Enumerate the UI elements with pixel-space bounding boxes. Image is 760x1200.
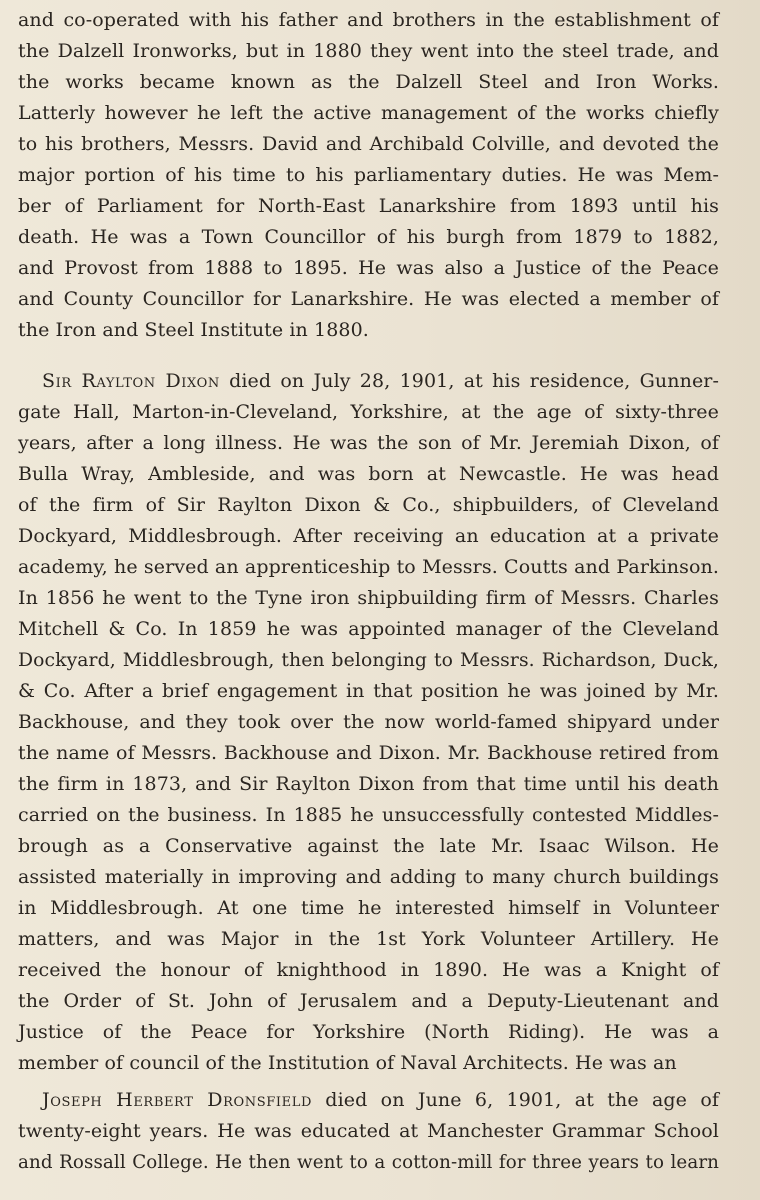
text-line: the Iron and Steel Institute in 1880. (18, 319, 369, 341)
text-segment: died on July 28, 1901, at his residence, Gunner- (219, 370, 719, 392)
text-line: carried on the business. In 1885 he unsuccessfully contested Middles- (18, 804, 719, 826)
text-line: years, after a long illness. He was the son of Mr. Jeremiah Dixon, of (18, 432, 719, 454)
text-line: received the honour of knighthood in 1890. He was a Knight of (18, 959, 719, 981)
text-line: Latterly however he left the active management of the works chiefly (18, 102, 719, 124)
paragraph-colville (18, 5, 719, 346)
text-line: and co-operated with his father and brothers in the establishment of (18, 9, 719, 31)
text-line: the firm in 1873, and Sir Raylton Dixon from that time until his death (18, 773, 719, 795)
text-line: the Order of St. John of Jerusalem and a Deputy-Lieutenant and (18, 990, 719, 1012)
text-line: of the firm of Sir Raylton Dixon & Co., shipbuilders, of Cleveland (18, 494, 719, 516)
obituary-name: Sir Raylton Dixon (42, 370, 220, 392)
text-line: Mitchell & Co. In 1859 he was appointed manager of the Cleveland (18, 618, 719, 640)
obituary-name: Joseph Herbert Dronsfield (42, 1089, 312, 1111)
text-line: Dockyard, Middlesbrough. After receiving an education at a private (18, 525, 719, 547)
text-line: brough as a Conservative against the late Mr. Isaac Wilson. He (18, 835, 719, 857)
text-line: the Dalzell Ironworks, but in 1880 they went into the steel trade, and (18, 40, 719, 62)
text-line: and Rossall College. He then went to a cotton-mill for three years to learn (18, 1152, 719, 1173)
paragraph-first-line (18, 366, 719, 397)
paragraph-raylton-dixon (18, 366, 719, 1079)
paragraph-dronsfield (18, 1085, 719, 1178)
text-line: gate Hall, Marton-in-Cleveland, Yorkshire, at the age of sixty-three (18, 401, 719, 423)
text-segment: died on June 6, 1901, at the age of (311, 1089, 719, 1111)
paragraph-first-line (18, 1085, 719, 1116)
text-line: Bulla Wray, Ambleside, and was born at Newcastle. He was head (18, 463, 719, 485)
text-line: Justice of the Peace for Yorkshire (North Riding). He was a (18, 1021, 719, 1043)
text-line: twenty-eight years. He was educated at Manchester Grammar School (18, 1120, 719, 1142)
text-line: In 1856 he went to the Tyne iron shipbuilding firm of Messrs. Charles (18, 587, 719, 609)
text-line: to his brothers, Messrs. David and Archibald Colville, and devoted the (18, 133, 719, 155)
text-line: assisted materially in improving and adding to many church buildings (18, 866, 719, 888)
text-line: academy, he served an apprenticeship to Messrs. Coutts and Parkinson. (18, 556, 719, 578)
text-line: the name of Messrs. Backhouse and Dixon. Mr. Backhouse retired from (18, 742, 719, 764)
text-line: Dockyard, Middlesbrough, then belonging to Messrs. Richardson, Duck, (18, 650, 719, 671)
text-line: member of council of the Institution of Naval Architects. He was an (18, 1052, 677, 1074)
text-line: the works became known as the Dalzell Steel and Iron Works. (18, 71, 719, 93)
text-line: and County Councillor for Lanarkshire. He was elected a member of (18, 288, 719, 310)
text-line: in Middlesbrough. At one time he interested himself in Volunteer (18, 897, 719, 919)
text-line: major portion of his time to his parliamentary duties. He was Mem- (18, 164, 719, 186)
text-line: ber of Parliament for North-East Lanarkshire from 1893 until his (18, 195, 719, 217)
text-line: death. He was a Town Councillor of his burgh from 1879 to 1882, (18, 226, 719, 248)
text-line: and Provost from 1888 to 1895. He was also a Justice of the Peace (18, 257, 719, 279)
text-line: Backhouse, and they took over the now world-famed shipyard under (18, 711, 719, 733)
text-line: & Co. After a brief engagement in that position he was joined by Mr. (18, 680, 719, 702)
text-line: matters, and was Major in the 1st York Volunteer Artillery. He (18, 928, 719, 950)
